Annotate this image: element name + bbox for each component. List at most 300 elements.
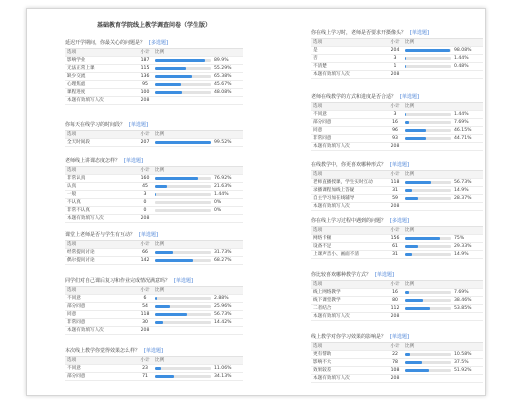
column-header-count: 小计	[140, 132, 150, 137]
progress-track	[405, 137, 451, 140]
ratio-cell	[405, 111, 483, 118]
result-table	[65, 166, 243, 223]
count-value: 115	[140, 66, 150, 71]
option-label: 否	[313, 56, 318, 61]
percent-value: 76.92%	[214, 175, 232, 181]
progress-fill	[155, 193, 156, 196]
progress-track	[405, 353, 451, 356]
count-value: 3	[143, 192, 147, 197]
progress-track	[155, 375, 211, 378]
progress-track	[155, 321, 211, 324]
option-label: 经常提问讨论	[67, 250, 95, 255]
count-value: 100	[140, 90, 150, 95]
column-header-option: 选项	[313, 172, 323, 177]
question-text: 线上教学对你学习效果的影响是？	[311, 334, 387, 340]
option-label: 是	[313, 48, 318, 53]
progress-track	[155, 185, 211, 188]
percent-value: 53.85%	[454, 305, 472, 311]
progress-track	[155, 201, 211, 204]
question-title	[65, 39, 243, 48]
percent-value: 0.48%	[454, 63, 469, 69]
ratio-cell	[405, 119, 483, 126]
option-label: 部分同意	[67, 374, 86, 379]
total-row	[65, 97, 243, 105]
count-value: 95	[142, 82, 148, 87]
progress-fill	[405, 137, 426, 140]
option-label: 同意	[313, 128, 323, 133]
progress-fill	[155, 259, 193, 262]
ratio-cell	[405, 243, 483, 250]
progress-fill	[155, 313, 187, 316]
progress-fill	[155, 367, 161, 370]
survey-question-block	[311, 333, 483, 383]
total-label: 本题有效填写人次	[67, 98, 104, 103]
column-header-ratio: 比例	[405, 227, 415, 233]
percent-value: 0%	[214, 199, 222, 205]
column-header-option: 选项	[67, 132, 77, 137]
option-label: 影响学业	[67, 58, 86, 63]
table-row	[65, 373, 243, 381]
survey-question-block	[311, 93, 483, 151]
question-type-tag: [单选题]	[129, 122, 148, 128]
table-row	[65, 89, 243, 97]
count-value: 204	[390, 48, 400, 53]
count-value: 31	[392, 188, 398, 193]
survey-report-page	[26, 8, 486, 396]
percent-value: 10.58%	[454, 351, 472, 357]
progress-track	[405, 237, 451, 240]
ratio-cell	[405, 127, 483, 134]
question-text: 老师线上讲课态度怎样？	[65, 158, 121, 164]
progress-fill	[405, 245, 418, 248]
percent-value: 45.67%	[214, 81, 232, 87]
count-value: 3	[393, 112, 397, 117]
column-header-count: 小计	[390, 228, 400, 233]
column-header-ratio: 比例	[405, 343, 415, 349]
count-value: 6	[143, 296, 147, 301]
total-label: 本题有效填写人次	[313, 144, 350, 149]
column-header-option: 选项	[313, 344, 323, 349]
question-title	[311, 29, 483, 38]
option-label: 不认真	[67, 200, 81, 205]
progress-track	[155, 67, 211, 70]
question-title	[65, 121, 243, 130]
result-table	[65, 286, 243, 335]
count-value: 1	[393, 64, 397, 69]
count-value: 112	[390, 306, 400, 311]
progress-fill	[405, 291, 409, 294]
table-row	[65, 319, 243, 327]
result-table	[311, 38, 483, 79]
percent-value: 75%	[454, 235, 465, 241]
ratio-cell	[155, 89, 243, 96]
ratio-cell	[155, 295, 243, 302]
column-header-option: 选项	[67, 288, 77, 293]
column-header-count: 小计	[390, 282, 400, 287]
progress-track	[405, 245, 451, 248]
progress-track	[405, 369, 451, 372]
progress-track	[155, 297, 211, 300]
question-type-tag: [单选题]	[174, 278, 193, 284]
option-label: 录播课程加线上答疑	[313, 188, 355, 193]
ratio-cell	[405, 187, 483, 194]
option-label: 部分同意	[67, 304, 86, 309]
question-title	[65, 157, 243, 166]
survey-question-block	[311, 217, 483, 259]
total-label: 本题有效填写人次	[313, 72, 350, 77]
option-label: 非常认真	[67, 176, 86, 181]
column-header-ratio: 比例	[155, 49, 165, 55]
option-label: 影响不大	[313, 360, 332, 365]
question-text: 同学们对自己课后复习和作业完成情况满意吗？	[65, 278, 171, 284]
progress-fill	[155, 375, 174, 378]
count-value: 93	[392, 136, 398, 141]
total-row	[311, 313, 483, 321]
result-table	[65, 356, 243, 381]
progress-track	[155, 83, 211, 86]
count-value: 118	[390, 180, 400, 185]
option-label: 全天时间段	[67, 140, 90, 145]
option-label: 无法正常上课	[67, 66, 95, 71]
column-header-ratio: 比例	[405, 171, 415, 177]
percent-value: 25.96%	[214, 303, 232, 309]
ratio-cell	[405, 351, 483, 358]
total-row	[311, 143, 483, 151]
progress-track	[155, 259, 211, 262]
option-label: 线下课堂教学	[313, 298, 341, 303]
option-label: 心理焦虑	[67, 82, 86, 87]
total-count: 208	[390, 72, 400, 77]
progress-track	[405, 307, 451, 310]
count-value: 96	[392, 128, 398, 133]
total-label: 本题有效填写人次	[67, 216, 104, 221]
ratio-cell	[405, 359, 483, 366]
option-label: 缺少交流	[67, 74, 86, 79]
ratio-cell	[405, 251, 483, 258]
progress-track	[155, 313, 211, 316]
question-type-tag: [单选题]	[400, 94, 419, 100]
column-header-count: 小计	[140, 168, 150, 173]
ratio-cell	[155, 249, 243, 256]
column-header-count: 小计	[390, 172, 400, 177]
ratio-cell	[155, 183, 243, 190]
progress-fill	[405, 189, 412, 192]
option-label: 不同意	[67, 296, 81, 301]
question-title	[311, 93, 483, 102]
percent-value: 65.38%	[214, 73, 232, 79]
total-row	[65, 215, 243, 223]
question-type-tag: [单选题]	[139, 232, 158, 238]
ratio-cell	[155, 191, 243, 198]
progress-fill	[405, 57, 406, 60]
progress-track	[155, 367, 211, 370]
result-table	[311, 226, 483, 259]
question-text: 你比较喜欢哪种教学方式？	[311, 272, 372, 278]
progress-fill	[155, 91, 182, 94]
progress-fill	[405, 353, 410, 356]
column-header-option: 选项	[313, 228, 323, 233]
total-label: 本题有效填写人次	[313, 376, 350, 381]
column-header-count: 小计	[140, 288, 150, 293]
total-row	[311, 203, 483, 211]
ratio-cell	[155, 319, 243, 326]
progress-fill	[405, 369, 429, 372]
count-value: 108	[390, 368, 400, 373]
document-title: 基础教育学院线上教学调查问卷（学生版）	[96, 22, 211, 29]
survey-question-block	[311, 271, 483, 321]
percent-value: 29.33%	[454, 243, 472, 249]
column-header-count: 小计	[390, 40, 400, 45]
percent-value: 1.44%	[454, 55, 469, 61]
ratio-cell	[405, 135, 483, 142]
progress-fill	[405, 181, 431, 184]
question-text: 老师在线教学的方式和进度是否合适？	[311, 94, 397, 100]
percent-value: 14.9%	[454, 251, 469, 257]
progress-fill	[405, 129, 426, 132]
progress-fill	[405, 253, 412, 256]
table-row	[311, 195, 483, 203]
column-header-ratio: 比例	[405, 39, 415, 45]
progress-track	[155, 193, 211, 196]
percent-value: 31.73%	[214, 249, 232, 255]
count-value: 16	[392, 290, 398, 295]
question-text: 在线教学中，你更喜欢哪种形式？	[311, 162, 387, 168]
ratio-cell	[405, 289, 483, 296]
percent-value: 68.27%	[214, 257, 232, 263]
percent-value: 1.44%	[454, 111, 469, 117]
question-text: 本次线上教学你觉得效果怎么样？	[65, 348, 141, 354]
progress-track	[405, 121, 451, 124]
progress-track	[155, 75, 211, 78]
percent-value: 34.13%	[214, 373, 232, 379]
column-header-ratio: 比例	[155, 357, 165, 363]
column-header-option: 选项	[313, 104, 323, 109]
ratio-cell	[155, 303, 243, 310]
column-header-count: 小计	[140, 242, 150, 247]
count-value: 45	[142, 184, 148, 189]
question-title	[65, 277, 243, 286]
total-row	[311, 375, 483, 383]
survey-question-block	[65, 347, 243, 381]
option-label: 非常不认真	[67, 208, 90, 213]
option-label: 上课声音小、画面不清	[313, 252, 359, 257]
column-header-option: 选项	[67, 242, 77, 247]
column-header-count: 小计	[140, 358, 150, 363]
percent-value: 7.69%	[454, 289, 469, 295]
survey-question-block	[65, 277, 243, 335]
option-label: 二者结合	[313, 306, 332, 311]
ratio-cell	[155, 199, 243, 206]
percent-value: 28.37%	[454, 195, 472, 201]
result-table	[65, 240, 243, 265]
count-value: 59	[392, 196, 398, 201]
percent-value: 1.44%	[214, 191, 229, 197]
count-value: 23	[142, 366, 148, 371]
table-row	[65, 207, 243, 215]
progress-fill	[155, 83, 181, 86]
count-value: 118	[140, 312, 150, 317]
count-value: 71	[142, 374, 148, 379]
option-label: 部分同意	[313, 120, 332, 125]
progress-fill	[155, 67, 186, 70]
question-type-tag: [单选题]	[390, 162, 409, 168]
table-row	[311, 135, 483, 143]
count-value: 136	[140, 74, 150, 79]
progress-fill	[405, 113, 406, 116]
ratio-cell	[155, 311, 243, 318]
result-table	[311, 342, 483, 383]
ratio-cell	[405, 55, 483, 62]
progress-track	[155, 251, 211, 254]
total-row	[311, 71, 483, 79]
option-label: 不同意	[313, 112, 327, 117]
option-label: 网络卡顿	[313, 236, 332, 241]
progress-track	[155, 177, 211, 180]
option-label: 不同意	[67, 366, 81, 371]
option-label: 偶尔提问讨论	[67, 258, 95, 263]
column-header-option: 选项	[67, 358, 77, 363]
option-label: 认真	[67, 184, 77, 189]
progress-track	[405, 197, 451, 200]
column-header-count: 小计	[140, 50, 150, 55]
progress-fill	[405, 49, 450, 52]
progress-track	[155, 59, 211, 62]
question-type-tag: [单选题]	[375, 272, 394, 278]
percent-value: 37.5%	[454, 359, 469, 365]
ratio-cell	[405, 235, 483, 242]
question-title	[311, 333, 483, 342]
ratio-cell	[405, 297, 483, 304]
option-label: 自主学习加在线辅导	[313, 196, 355, 201]
option-label: 效果较差	[313, 368, 332, 373]
ratio-cell	[155, 139, 243, 146]
result-table	[311, 280, 483, 321]
progress-fill	[405, 307, 430, 310]
ratio-cell	[155, 57, 243, 64]
count-value: 187	[140, 58, 150, 63]
count-value: 31	[392, 252, 398, 257]
ratio-cell	[405, 305, 483, 312]
progress-track	[405, 181, 451, 184]
result-table	[65, 48, 243, 105]
column-header-ratio: 比例	[155, 167, 165, 173]
progress-track	[405, 57, 451, 60]
progress-fill	[155, 321, 163, 324]
percent-value: 48.08%	[214, 89, 232, 95]
progress-fill	[405, 299, 423, 302]
question-type-tag: [单选题]	[390, 334, 409, 340]
column-header-count: 小计	[390, 344, 400, 349]
option-label: 不清楚	[313, 64, 327, 69]
option-label: 设备不足	[313, 244, 332, 249]
count-value: 142	[140, 258, 150, 263]
percent-value: 38.46%	[454, 297, 472, 303]
table-row	[311, 305, 483, 313]
percent-value: 99.52%	[214, 139, 232, 145]
progress-track	[405, 113, 451, 116]
total-label: 本题有效填写人次	[313, 314, 350, 319]
total-row	[65, 327, 243, 335]
ratio-cell	[155, 65, 243, 72]
column-header-ratio: 比例	[155, 241, 165, 247]
ratio-cell	[155, 175, 243, 182]
progress-fill	[155, 75, 192, 78]
question-title	[311, 217, 483, 226]
question-text: 你每天在线学习的时间段？	[65, 122, 126, 128]
count-value: 30	[142, 320, 148, 325]
ratio-cell	[405, 179, 483, 186]
question-title	[311, 161, 483, 170]
progress-track	[405, 129, 451, 132]
progress-track	[405, 65, 451, 68]
column-header-option: 选项	[313, 40, 323, 45]
progress-fill	[155, 305, 170, 308]
ratio-cell	[405, 195, 483, 202]
percent-value: 2.88%	[214, 295, 229, 301]
progress-fill	[405, 237, 440, 240]
ratio-cell	[405, 63, 483, 70]
survey-question-block	[311, 161, 483, 211]
percent-value: 51.92%	[454, 367, 472, 373]
percent-value: 56.73%	[454, 179, 472, 185]
column-header-ratio: 比例	[405, 281, 415, 287]
column-header-option: 选项	[313, 282, 323, 287]
count-value: 66	[142, 250, 148, 255]
total-label: 本题有效填写人次	[67, 328, 104, 333]
progress-fill	[155, 251, 173, 254]
progress-fill	[155, 141, 211, 144]
question-type-tag: [单选题]	[410, 30, 429, 36]
count-value: 156	[390, 236, 400, 241]
question-title	[65, 347, 243, 356]
question-title	[311, 271, 483, 280]
column-header-option: 选项	[67, 168, 77, 173]
percent-value: 44.71%	[454, 135, 472, 141]
progress-fill	[405, 361, 422, 364]
progress-fill	[155, 297, 157, 300]
ratio-cell	[155, 81, 243, 88]
ratio-cell	[405, 367, 483, 374]
question-title	[65, 231, 243, 240]
count-value: 207	[140, 140, 150, 145]
table-row	[311, 367, 483, 375]
total-count: 208	[390, 204, 400, 209]
progress-fill	[405, 121, 409, 124]
option-label: 线上网络教学	[313, 290, 341, 295]
survey-question-block	[65, 39, 243, 105]
table-row	[65, 139, 243, 147]
survey-question-block	[65, 121, 243, 147]
count-value: 3	[393, 56, 397, 61]
question-type-tag: [多选题]	[390, 218, 409, 224]
option-label: 一般	[67, 192, 77, 197]
question-type-tag: [单选题]	[124, 158, 143, 164]
survey-question-block	[311, 29, 483, 79]
progress-track	[405, 253, 451, 256]
count-value: 54	[142, 304, 148, 309]
ratio-cell	[155, 373, 243, 380]
survey-question-block	[65, 231, 243, 265]
ratio-cell	[155, 257, 243, 264]
count-value: 0	[143, 200, 147, 205]
percent-value: 56.73%	[214, 311, 232, 317]
column-header-ratio: 比例	[155, 131, 165, 137]
count-value: 16	[392, 120, 398, 125]
ratio-cell	[155, 73, 243, 80]
progress-fill	[155, 177, 198, 180]
percent-value: 46.15%	[454, 127, 472, 133]
percent-value: 55.29%	[214, 65, 232, 71]
